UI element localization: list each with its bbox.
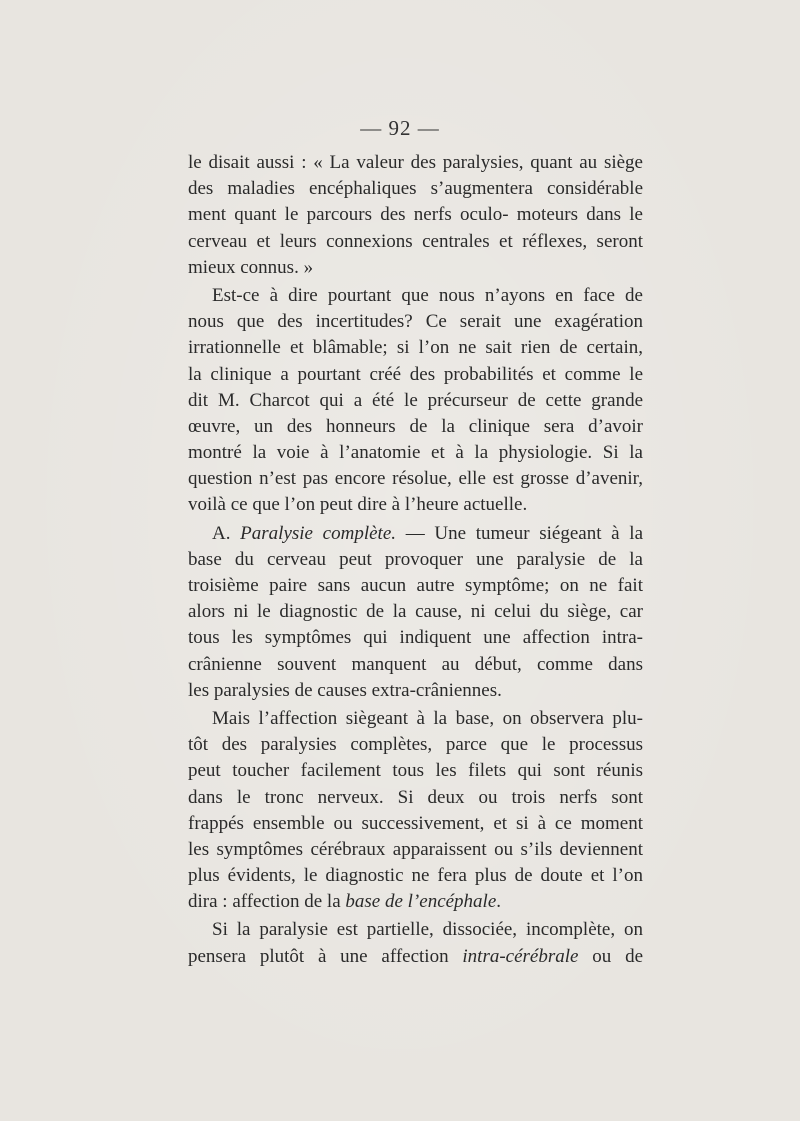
italic-term: intra-cérébrale [462,945,579,967]
text-line: frappés ensemble ou successivement, et si à ce moment [188,812,643,834]
text-line: tous les symptômes qui indiquent une affection intra- [188,627,643,649]
text-line: dit M. Charcot qui a été le précurseur de cette grande [188,389,643,411]
paragraph-section-a [188,521,643,704]
text-line: question n’est pas encore résolue, elle est grosse d’avenir, [188,468,643,490]
text-run: pensera plutôt à une affection [188,945,463,967]
paragraph-4 [188,706,643,916]
text-line: montré la voie à l’anatomie et à la physiologie. Si la [188,442,643,464]
text-line: dans le tronc nerveux. Si deux ou trois nerfs sont [188,786,643,808]
text-line: des maladies encéphaliques s’augmentera considérable [188,178,643,200]
text-line: Si la paralysie est partielle, dissociée, incomplète, on [212,919,643,941]
text-line-with-italic [188,944,643,970]
text-line: œuvre, un des honneurs de la clinique sera d’avoir [188,415,643,437]
text-line: plus évidents, le diagnostic ne fera plus de doute et l’on [188,865,643,887]
text-line: mieux connus. » [188,256,314,278]
text-line: la clinique a pourtant créé des probabilités et comme le [188,363,643,385]
text-line: irrationnelle et blâmable; si l’on ne sait rien de certain, [188,337,643,359]
text-line: tôt des paralysies complètes, parce que le processus [188,734,643,756]
text-line: base du cerveau peut provoquer une paralysie de la [188,548,643,570]
body-text [188,150,643,970]
text-run: dira : affection de la [188,891,346,913]
section-heading-line [188,521,643,547]
text-line-with-italic [188,889,643,915]
section-label: A. [212,522,231,544]
text-run: . [496,891,502,913]
text-line: Mais l’affection siègeant à la base, on observera plu- [212,707,643,729]
text-line: voilà ce que l’on peut dire à l’heure actuelle. [188,494,528,516]
text-line: Est-ce à dire pourtant que nous n’ayons en face de [212,284,643,306]
text-line: troisième paire sans aucun autre symptôme; on ne fait [188,575,643,596]
section-heading-rest: — Une tumeur siégeant à la [396,522,643,544]
text-line: crânienne souvent manquent au début, comme dans [188,653,643,675]
paragraph-1 [188,150,643,281]
section-title: Paralysie complète. [240,522,397,544]
text-line: alors ni le diagnostic de la cause, ni celui du siège, car [188,601,643,623]
paragraph-2 [188,283,643,519]
text-line: le disait aussi : « La valeur des paralysies, quant au siège [188,152,643,173]
text-line: les symptômes cérébraux apparaissent ou s’ils deviennent [188,838,643,860]
page-number: — 92 — [360,116,440,140]
paragraph-5 [188,917,643,969]
text-line: peut toucher facilement tous les filets qui sont réunis [188,760,643,782]
text-line: cerveau et leurs connexions centrales et réflexes, seront [188,230,643,252]
text-line: nous que des incertitudes? Ce serait une exagération [188,311,643,333]
text-line: les paralysies de causes extra-crâniennes. [188,679,502,701]
text-line: ment quant le parcours des nerfs oculo- moteurs dans le [188,204,643,226]
text-run: ou de [578,945,643,967]
italic-term: base de l’encéphale [345,891,497,913]
